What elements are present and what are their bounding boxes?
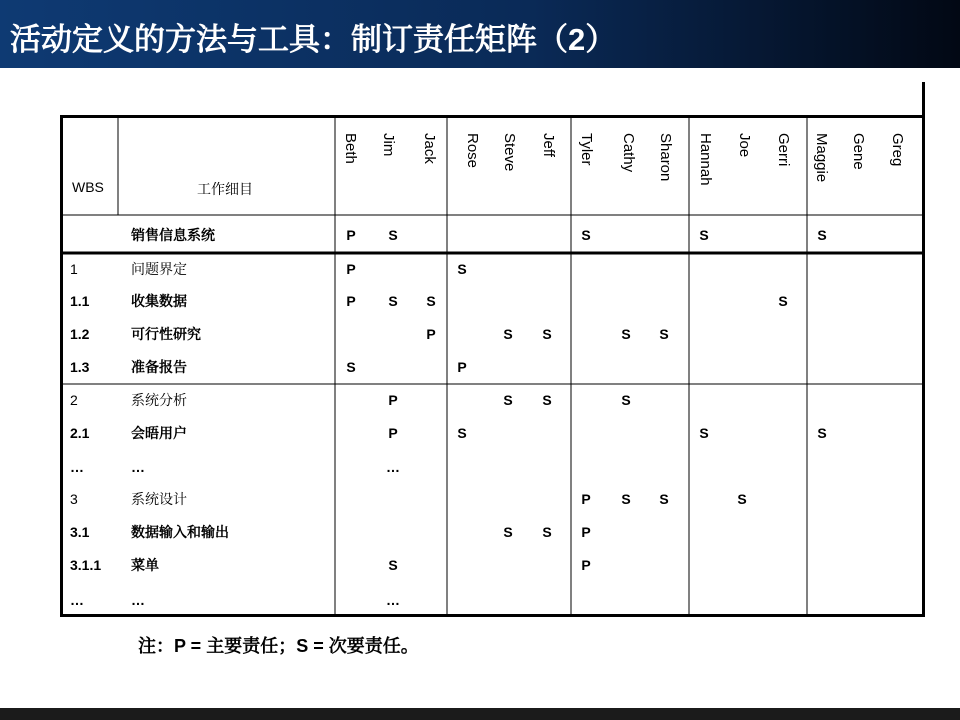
- person-maggie: Maggie: [813, 133, 830, 183]
- responsibility-mark: P: [388, 425, 398, 441]
- responsibility-mark: P: [346, 227, 356, 243]
- legend-note: 注：P = 主要责任；S = 次要责任。: [138, 636, 419, 656]
- responsibility-mark: P: [426, 326, 436, 342]
- wbs-code: …: [70, 459, 84, 475]
- responsibility-mark: …: [386, 459, 400, 475]
- work-item: …: [131, 459, 145, 475]
- work-item: 问题界定: [131, 261, 187, 277]
- responsibility-mark: S: [503, 326, 513, 342]
- responsibility-mark: S: [817, 425, 827, 441]
- wbs-code: 3: [70, 491, 78, 507]
- person-joe: Joe: [736, 133, 753, 158]
- work-item: 菜单: [131, 557, 159, 573]
- responsibility-mark: S: [581, 227, 591, 243]
- header-work-item: 工作细目: [197, 181, 253, 197]
- person-gerri: Gerri: [775, 133, 792, 167]
- responsibility-mark: S: [457, 261, 467, 277]
- responsibility-mark: P: [581, 524, 591, 540]
- responsibility-mark: P: [388, 392, 398, 408]
- responsibility-mark: P: [346, 293, 356, 309]
- work-item: 系统设计: [131, 491, 187, 507]
- title-bar: [0, 0, 960, 68]
- work-item: 销售信息系统: [131, 227, 215, 243]
- slide-title: 活动定义的方法与工具：制订责任矩阵（2）: [10, 22, 617, 57]
- responsibility-mark: S: [388, 293, 398, 309]
- bottom-bar: [0, 708, 960, 720]
- wbs-code: 1: [70, 261, 78, 277]
- responsibility-mark: S: [503, 524, 513, 540]
- responsibility-mark: S: [817, 227, 827, 243]
- responsibility-mark: S: [542, 392, 552, 408]
- person-rose: Rose: [464, 133, 481, 169]
- responsibility-mark: S: [621, 392, 631, 408]
- responsibility-mark: S: [621, 326, 631, 342]
- responsibility-mark: P: [581, 491, 591, 507]
- responsibility-matrix: [60, 115, 925, 617]
- person-greg: Greg: [889, 133, 906, 167]
- responsibility-mark: S: [542, 524, 552, 540]
- person-gene: Gene: [850, 133, 867, 170]
- responsibility-mark: P: [457, 359, 467, 375]
- responsibility-mark: S: [778, 293, 788, 309]
- wbs-code: 1.1: [70, 293, 90, 309]
- responsibility-mark: S: [426, 293, 436, 309]
- work-item: 可行性研究: [131, 326, 201, 342]
- wbs-code: 2: [70, 392, 78, 408]
- responsibility-mark: P: [346, 261, 356, 277]
- responsibility-mark: S: [737, 491, 747, 507]
- responsibility-mark: P: [581, 557, 591, 573]
- responsibility-mark: S: [388, 227, 398, 243]
- responsibility-mark: S: [457, 425, 467, 441]
- person-beth: Beth: [342, 133, 359, 164]
- responsibility-mark: S: [699, 425, 709, 441]
- responsibility-mark: S: [699, 227, 709, 243]
- responsibility-mark: S: [621, 491, 631, 507]
- matrix-grid: [60, 115, 925, 617]
- work-item: 收集数据: [131, 293, 187, 309]
- person-sharon: Sharon: [657, 133, 674, 182]
- person-cathy: Cathy: [620, 133, 637, 173]
- work-item: 数据输入和输出: [131, 524, 229, 540]
- wbs-code: 2.1: [70, 425, 90, 441]
- header-wbs: WBS: [72, 179, 104, 195]
- frame-stub: [922, 82, 925, 118]
- person-hannah: Hannah: [697, 133, 714, 186]
- person-steve: Steve: [501, 133, 518, 172]
- responsibility-mark: S: [346, 359, 356, 375]
- wbs-code: …: [70, 592, 84, 608]
- responsibility-mark: S: [542, 326, 552, 342]
- work-item: 会晤用户: [131, 425, 187, 441]
- wbs-code: 1.3: [70, 359, 90, 375]
- responsibility-mark: S: [388, 557, 398, 573]
- work-item: 准备报告: [131, 359, 187, 375]
- person-jack: Jack: [421, 133, 438, 164]
- responsibility-mark: S: [659, 326, 669, 342]
- wbs-code: 1.2: [70, 326, 90, 342]
- responsibility-mark: S: [659, 491, 669, 507]
- wbs-code: 3.1.1: [70, 557, 102, 573]
- responsibility-mark: S: [503, 392, 513, 408]
- person-tyler: Tyler: [578, 133, 595, 166]
- work-item: …: [131, 592, 145, 608]
- person-jeff: Jeff: [540, 133, 557, 157]
- work-item: 系统分析: [131, 392, 187, 408]
- person-jim: Jim: [380, 133, 397, 157]
- responsibility-mark: …: [386, 592, 400, 608]
- wbs-code: 3.1: [70, 524, 90, 540]
